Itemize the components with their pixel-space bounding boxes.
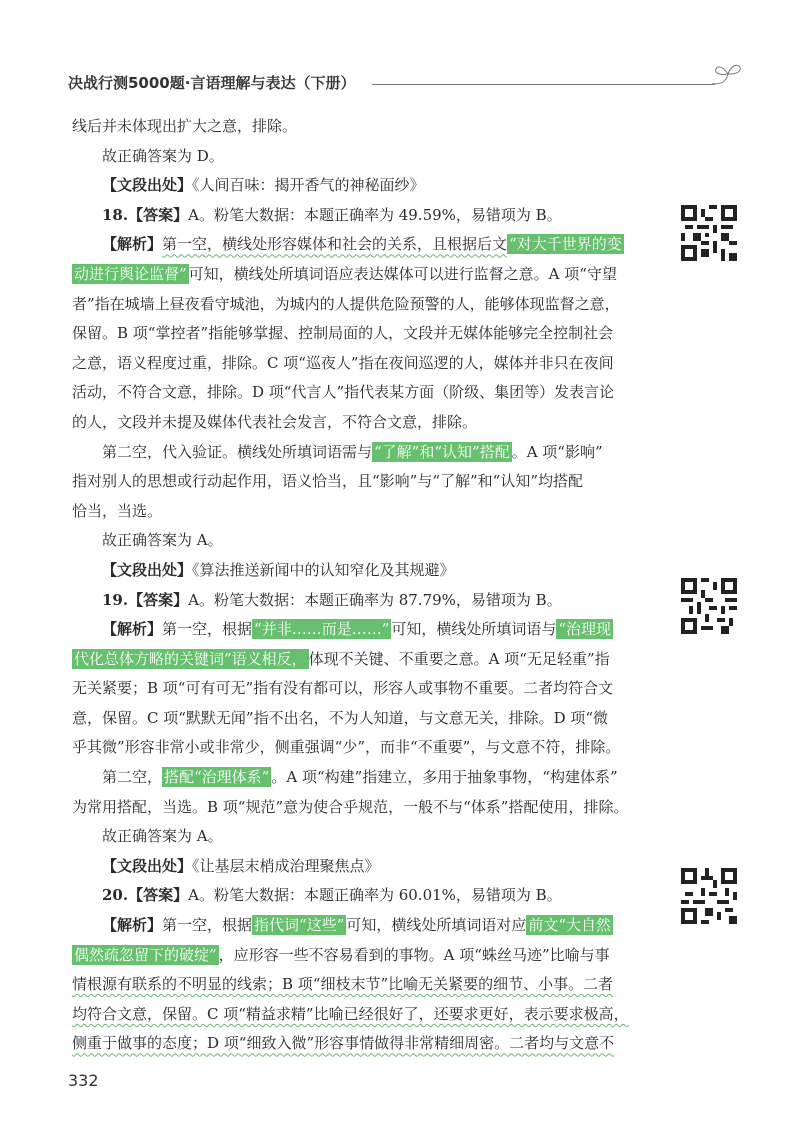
text-line: 代化总体方略的关键词”语义相反， 体现不关键、不重要之意。A 项“无足轻重”指 [74,649,610,668]
header-rule [372,84,715,85]
text-line: 故正确答案为 D。 [102,146,224,165]
highlight: 代化总体方略的关键词”语义相反， [74,649,307,668]
answer-line-18: 18.【答案】A。粉笔大数据：本题正确率为 49.59%，易错项为 B。 [102,205,562,224]
answer-line-20: 20.【答案】A。粉笔大数据：本题正确率为 60.01%，易错项为 B。 [102,886,562,905]
qr-code-icon[interactable] [681,205,737,261]
text-line: 侧重于做事的态度；D 项“细致入微”形容事情做得非常精细周密。二者均与文意不 [72,1034,615,1053]
text-line: 故正确答案为 A。 [102,827,223,846]
answer-explanation-body [72,112,652,1059]
text-line: 动进行舆论监督” 可知，横线处所填词语应表达媒体可以进行监督之意。A 项“守望 [74,264,617,283]
answer-line-19: 19.【答案】A。粉笔大数据：本题正确率为 87.79%，易错项为 B。 [102,590,562,609]
highlight: 搭配“治理体系” [164,768,270,787]
highlight: “治理现 [558,620,612,639]
text-line: 之意，语义程度过重，排除。C 项“巡夜人”指在夜间巡逻的人，媒体并非只在夜间 [72,353,614,372]
text-line: 的人，文段并未提及媒体代表社会发言，不符合文意，排除。 [72,412,478,431]
text-line: 活动，不符合文意，排除。D 项“代言人”指代表某方面（阶级、集团等）发表言论 [72,383,615,402]
highlight: “并非……而是……” [254,620,390,639]
highlight: “了解”和“认知”搭配 [374,442,510,461]
source-line: 【文段出处】《让基层末梢成治理聚焦点》 [102,856,380,875]
qr-code-icon[interactable] [681,578,737,634]
highlight: 偶然疏忽留下的破绽” [74,945,217,964]
text-line: 第二空， 搭配“治理体系” 。A 项“构建”指建立，多用于抽象事物，“构建体系” [102,768,618,787]
sprout-icon [708,60,748,86]
qr-code-icon[interactable] [681,868,737,924]
highlight: 动进行舆论监督” [74,264,187,283]
text-line: 为常用搭配，当选。B 项“规范”意为使合乎规范，一般不与“体系”搭配使用，排除。 [72,797,629,816]
text-line: 情根源有联系的不明显的线索；B 项“细枝末节”比喻无关紧要的细节、小事。二者 [72,975,614,994]
text-line: 指对别人的思想或行动起作用，语义恰当，且“影响”与“了解”和“认知”均搭配 [72,472,584,491]
source-line: 【文段出处】《人间百味：揭开香气的神秘面纱》 [102,176,425,195]
text-line: 故正确答案为 A。 [102,531,223,550]
highlight: “对大千世界的变 [509,235,622,254]
text-line: 乎其微”形容非常小或非常少，侧重强调“少”，而非“不重要”，与文意不符，排除。 [72,738,621,757]
highlight: 前文“大自然 [528,916,612,935]
text-line: 第二空，代入验证。横线处所填词语需与 “了解”和“认知”搭配 。A 项“影响” [102,442,603,461]
source-line: 【文段出处】《算法推送新闻中的认知窄化及其规避》 [102,560,455,579]
text-line: 无关紧要；B 项“可有可无”指有没有都可以，形容人或事物不重要。二者均符合文 [72,679,614,698]
text-line: 者”指在城墙上昼夜看守城池，为城内的人提供危险预警的人，能够体现监督之意， [72,294,620,313]
analysis-line: 【解析】第一空，横线处形容媒体和社会的关系，且根据后文 “对大千世界的变 [102,235,622,254]
page-number: 332 [68,1071,99,1090]
text-line: 偶然疏忽留下的破绽” ，应形容一些不容易看到的事物。A 项“蛛丝马迹”比喻与事 [74,945,610,964]
text-line: 均符合文意，保留。C 项“精益求精”比喻已经很好了，还要求更好，表示要求极高， [72,1004,629,1023]
text-line: 保留。B 项“掌控者”指能够掌握、控制局面的人，文段并无媒体能够完全控制社会 [72,324,614,343]
text-line: 线后并未体现出扩大之意，排除。 [72,117,298,135]
analysis-line: 【解析】第一空，根据 “并非……而是……” 可知，横线处所填词语与 “治理现 [102,620,612,639]
text-line: 意，保留。C 项“默默无闻”指不出名，不为人知道，与文意无关，排除。D 项“微 [72,708,609,727]
header-title: 决战行测5000题·言语理解与表达（下册） [68,74,356,92]
analysis-line: 【解析】第一空，根据 指代词“这些” 可知，横线处所填词语对应 前文“大自然 [102,916,612,935]
text-line: 恰当，当选。 [72,501,163,520]
highlight: 指代词“这些” [254,916,345,935]
